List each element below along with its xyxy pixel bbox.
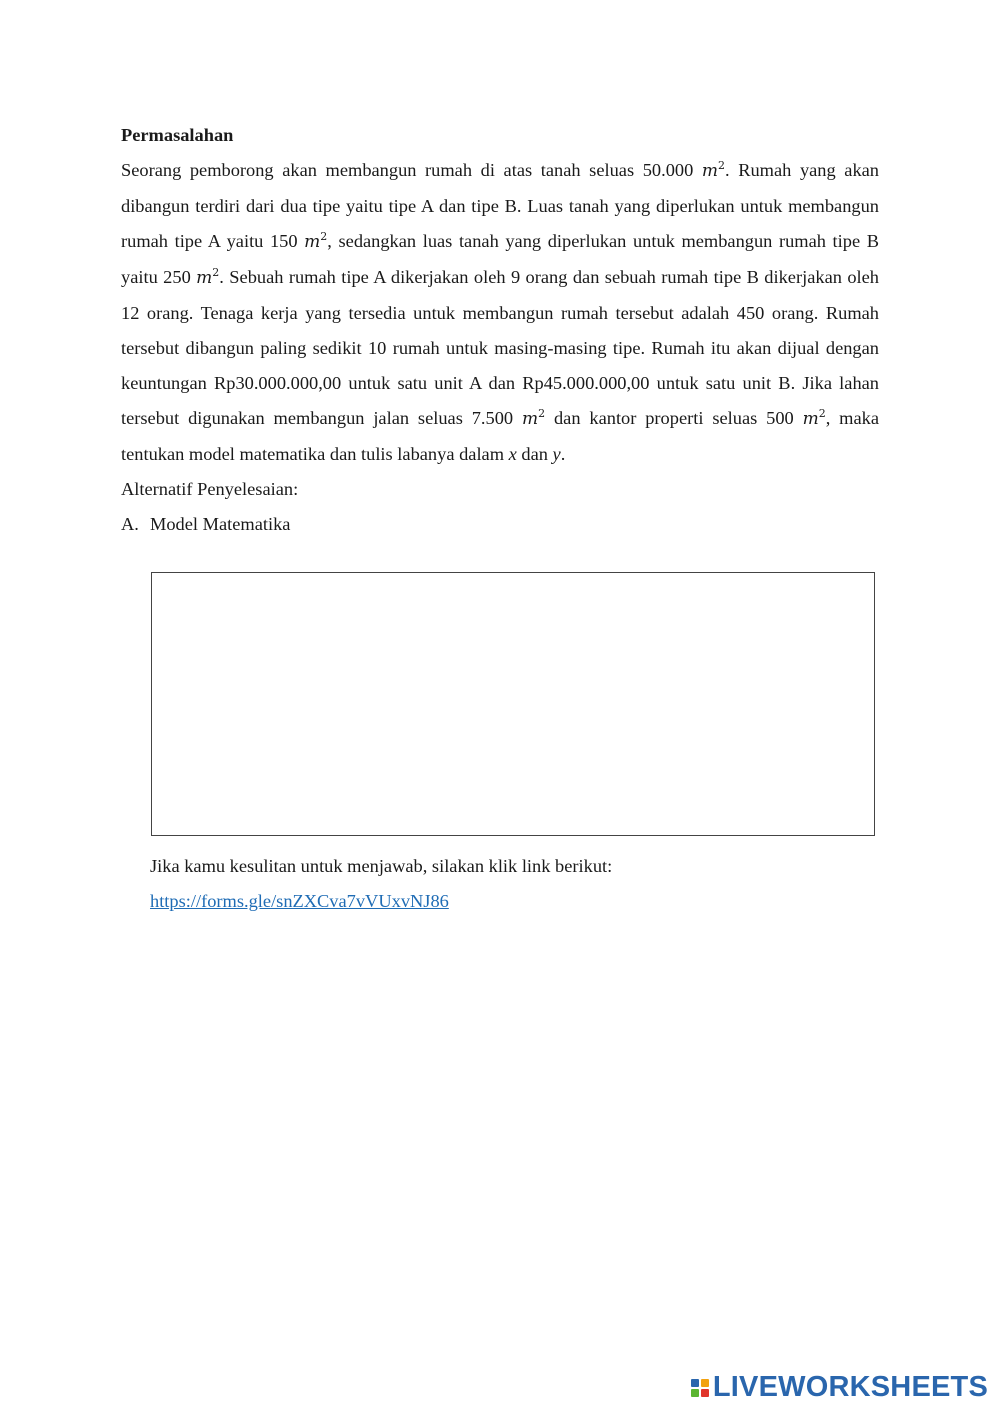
problem-statement [121, 153, 879, 472]
unit-m2: $m^2$ [521, 407, 546, 429]
problem-text-7: dan [516, 444, 553, 464]
unit-m2: $m^2$ [802, 407, 826, 429]
problem-text-1: Seorang pemborong akan membangun rumah di atas tanah seluas 50.000 [121, 160, 702, 180]
problem-text-3: , sedangkan luas tanah yang diperlukan untuk membangun rumah tipe B yaitu 250 [121, 231, 879, 287]
problem-text-8: . [560, 444, 566, 464]
problem-heading: Permasalahan [121, 125, 234, 145]
list-item-model [121, 507, 879, 542]
worksheet-content [121, 118, 879, 542]
liveworksheets-logo [691, 1371, 988, 1404]
problem-text-2: . Rumah yang akan dibangun terdiri dari dua tipe yaitu tipe A dan tipe B. Luas tanah yang diperlukan untuk membangun rumah tipe A yaitu 150 [121, 160, 880, 251]
unit-m2: $m^2$ [196, 266, 220, 288]
problem-text-5: dan kantor properti seluas 500 [545, 408, 803, 428]
help-text: Jika kamu kesulitan untuk menjawab, silakan klik link berikut: [150, 856, 613, 876]
variable-x: x [508, 444, 517, 464]
unit-m2: $m^2$ [304, 230, 328, 252]
problem-text-6: , maka tentukan model matematika dan tulis labanya dalam [121, 408, 879, 464]
solution-label: Alternatif Penyelesaian: [121, 479, 299, 499]
logo-text: LIVEWORKSHEETS [712, 1371, 988, 1403]
list-marker: A. [121, 514, 139, 534]
answer-box[interactable] [151, 572, 875, 836]
problem-text-4: . Sebuah rumah tipe A dikerjakan oleh 9 orang dan sebuah rumah tipe B dikerjakan oleh 12 orang. Tenaga kerja yang tersedia untuk membangun rumah tersebut adalah 450 orang. Rumah tersebut dibangun paling sedikit 10 rumah untuk masing-masing tipe. Rumah itu akan dijual dengan keuntungan Rp30.000.000,00 untuk satu unit A dan Rp45.000.000,00 untuk satu unit B. Jika lahan tersebut digunakan membangun jalan seluas 7.500 [121, 267, 879, 428]
help-link[interactable]: https://forms.gle/snZXCva7vVUxvNJ86 [150, 891, 449, 911]
variable-y: y [552, 444, 561, 464]
logo-icon [691, 1379, 709, 1397]
list-item-label: Model Matematika [150, 514, 291, 534]
unit-m2: $m^2$ [701, 159, 726, 181]
help-section [150, 849, 612, 919]
